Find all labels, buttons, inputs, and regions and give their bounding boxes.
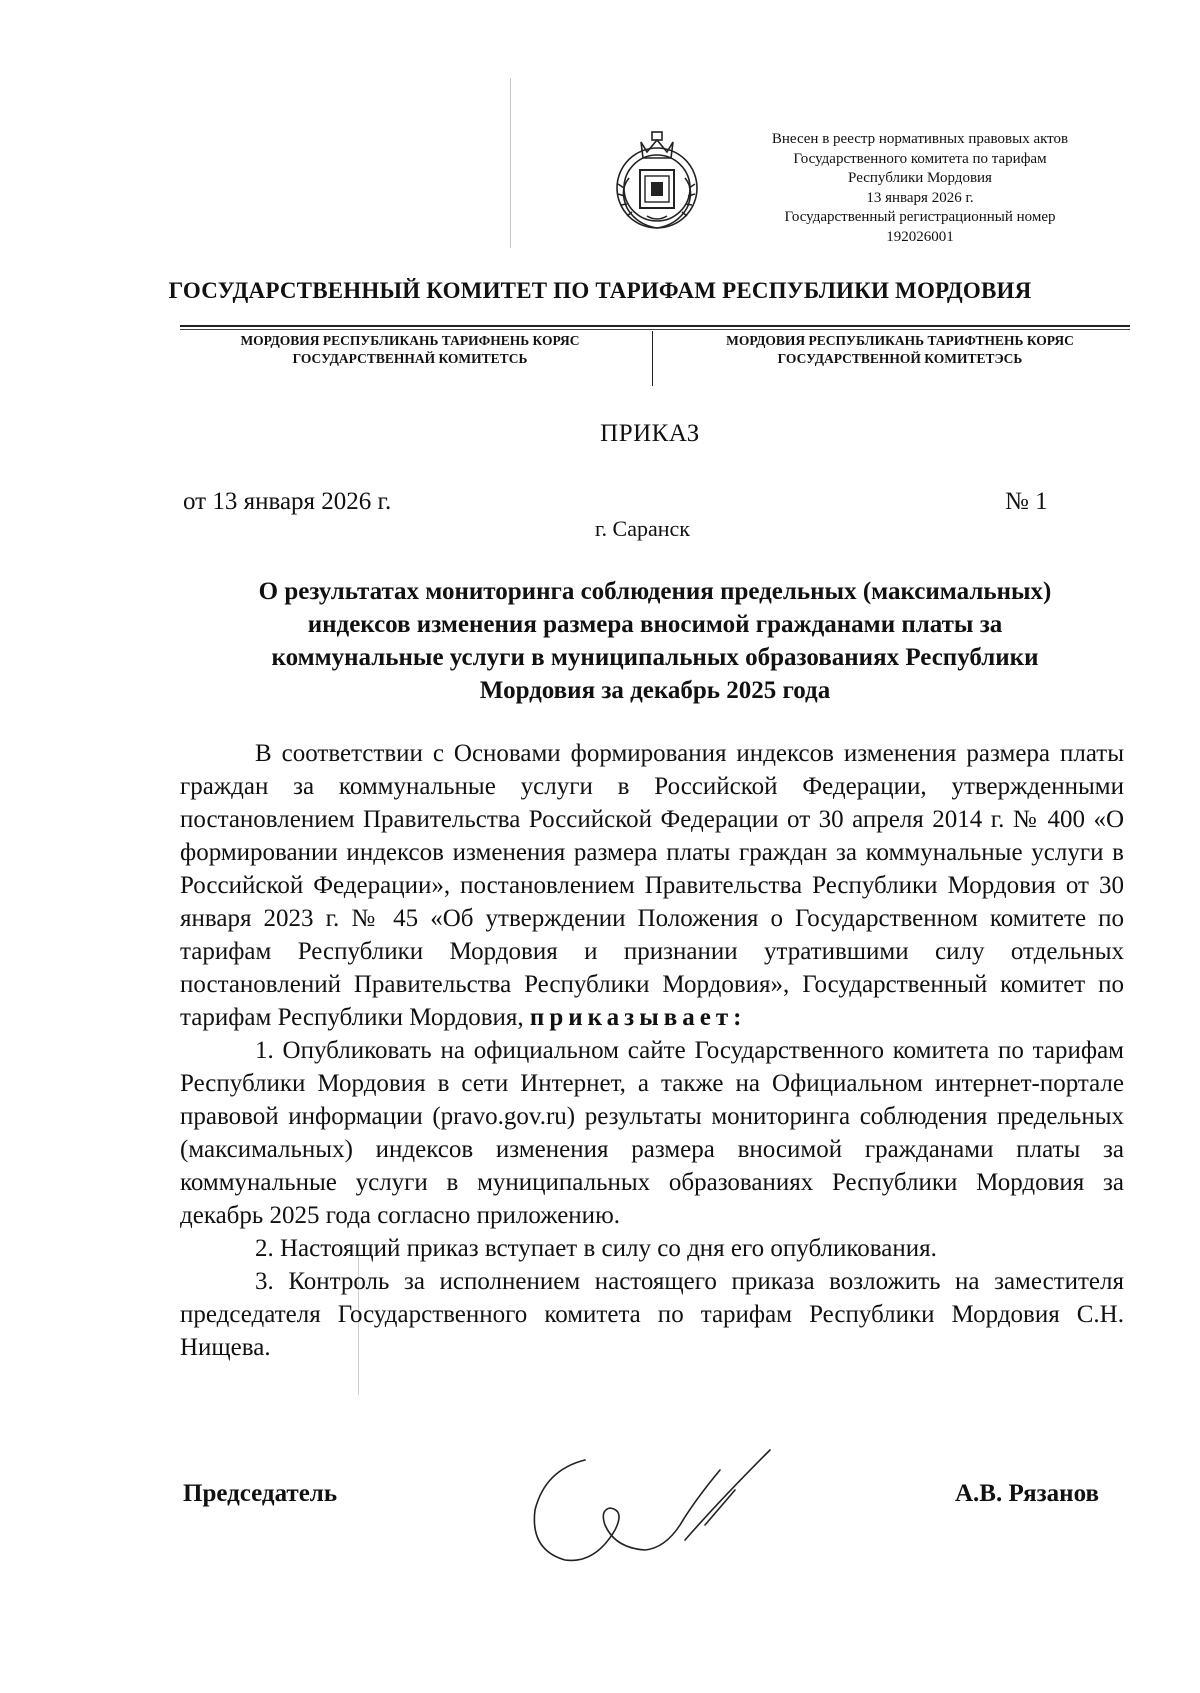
- coat-of-arms-icon: [607, 130, 707, 240]
- header-left-line: МОРДОВИЯ РЕСПУБЛИКАНЬ ТАРИФНЕНЬ КОРЯС: [240, 333, 580, 348]
- order-subject: [180, 575, 1130, 707]
- preamble-paragraph: [180, 737, 1124, 1034]
- order-date: от 13 января 2026 г.: [183, 488, 392, 515]
- subject-line: индексов изменения размера вносимой гражданами платы за: [307, 611, 1003, 638]
- registry-line: Государственного комитета по тарифам: [793, 150, 1047, 167]
- registry-line: Государственный регистрационный номер: [784, 209, 1056, 225]
- header-right-line: МОРДОВИЯ РЕСПУБЛИКАНЬ ТАРИФТНЕНЬ КОРЯС: [726, 333, 1074, 348]
- subject-line: Мордовия за декабрь 2025 года: [479, 677, 831, 704]
- order-item: 1. Опубликовать на официальном сайте Государственного комитета по тарифам Республики Мордовия в сети Интернет, а также на Официальном интернет-портале правовой информации (pravo.gov.ru) результаты мониторинга соблюдения предельных (максимальных) индексов изменения размера вносимой гражданами платы за коммунальные услуги в муниципальных образованиях Республики Мордовия за декабрь 2025 года согласно приложению.: [180, 1037, 1124, 1229]
- registry-line: Внесен в реестр нормативных правовых актов: [771, 131, 1069, 147]
- subject-line: О результатах мониторинга соблюдения предельных (максимальных): [258, 578, 1052, 605]
- header-right-column: [680, 332, 1120, 368]
- registry-line: 13 января 2026 г.: [866, 189, 974, 206]
- order-city: г. Саранск: [595, 516, 690, 541]
- preamble-text: В соответствии с Основами формирования индексов изменения размера платы граждан за коммунальные услуги в Российской Федерации, утвержденными постановлением Правительства Российской Федерации от 30 апреля 2014 г. № 400 «О формировании индексов изменения размера платы граждан за коммунальные услуги в Российской Федерации», постановлением Правительства Республики Мордовия от 30 января 2023 г. № 45 «Об утверждении Положения о Государственном комитете по тарифам Республики Мордовия и признании утратившими силу отдельных постановлений Правительства Республики Мордовия», Государственный комитет по тарифам Республики Мордовия,: [180, 740, 1124, 1031]
- handwritten-signature: [505, 1430, 805, 1570]
- order-title: ПРИКАЗ: [600, 420, 700, 447]
- header-column-divider: [652, 331, 653, 386]
- signatory-name: А.В. Рязанов: [955, 1480, 1099, 1507]
- orders-word: приказывает:: [529, 1004, 747, 1031]
- signatory-position: Председатель: [183, 1480, 338, 1507]
- header-right-line: ГОСУДАРСТВЕННОЙ КОМИТЕТЭСЬ: [777, 351, 1023, 366]
- subject-line: коммунальные услуги в муниципальных образованиях Республики: [271, 644, 1039, 671]
- order-item: 2. Настоящий приказ вступает в силу со дня его опубликования.: [255, 1235, 937, 1262]
- registry-line: Республики Мордовия: [848, 170, 992, 186]
- header-rule-thin: [180, 329, 1130, 330]
- header-rule: [180, 325, 1130, 327]
- order-number: № 1: [1005, 488, 1048, 515]
- header-left-column: [190, 332, 630, 368]
- registry-number: 192026001: [886, 228, 954, 245]
- fold-line: [510, 78, 511, 248]
- order-body: [180, 737, 1124, 1364]
- order-item: 3. Контроль за исполнением настоящего приказа возложить на заместителя председателя Государственного комитета по тарифам Республики Мордовия С.Н. Нищева.: [180, 1268, 1124, 1361]
- header-left-line: ГОСУДАРСТВЕННАЙ КОМИТЕТСЬ: [292, 351, 528, 366]
- registry-note: [745, 130, 1095, 247]
- committee-title: ГОСУДАРСТВЕННЫЙ КОМИТЕТ ПО ТАРИФАМ РЕСПУБЛИКИ МОРДОВИЯ: [168, 278, 1032, 303]
